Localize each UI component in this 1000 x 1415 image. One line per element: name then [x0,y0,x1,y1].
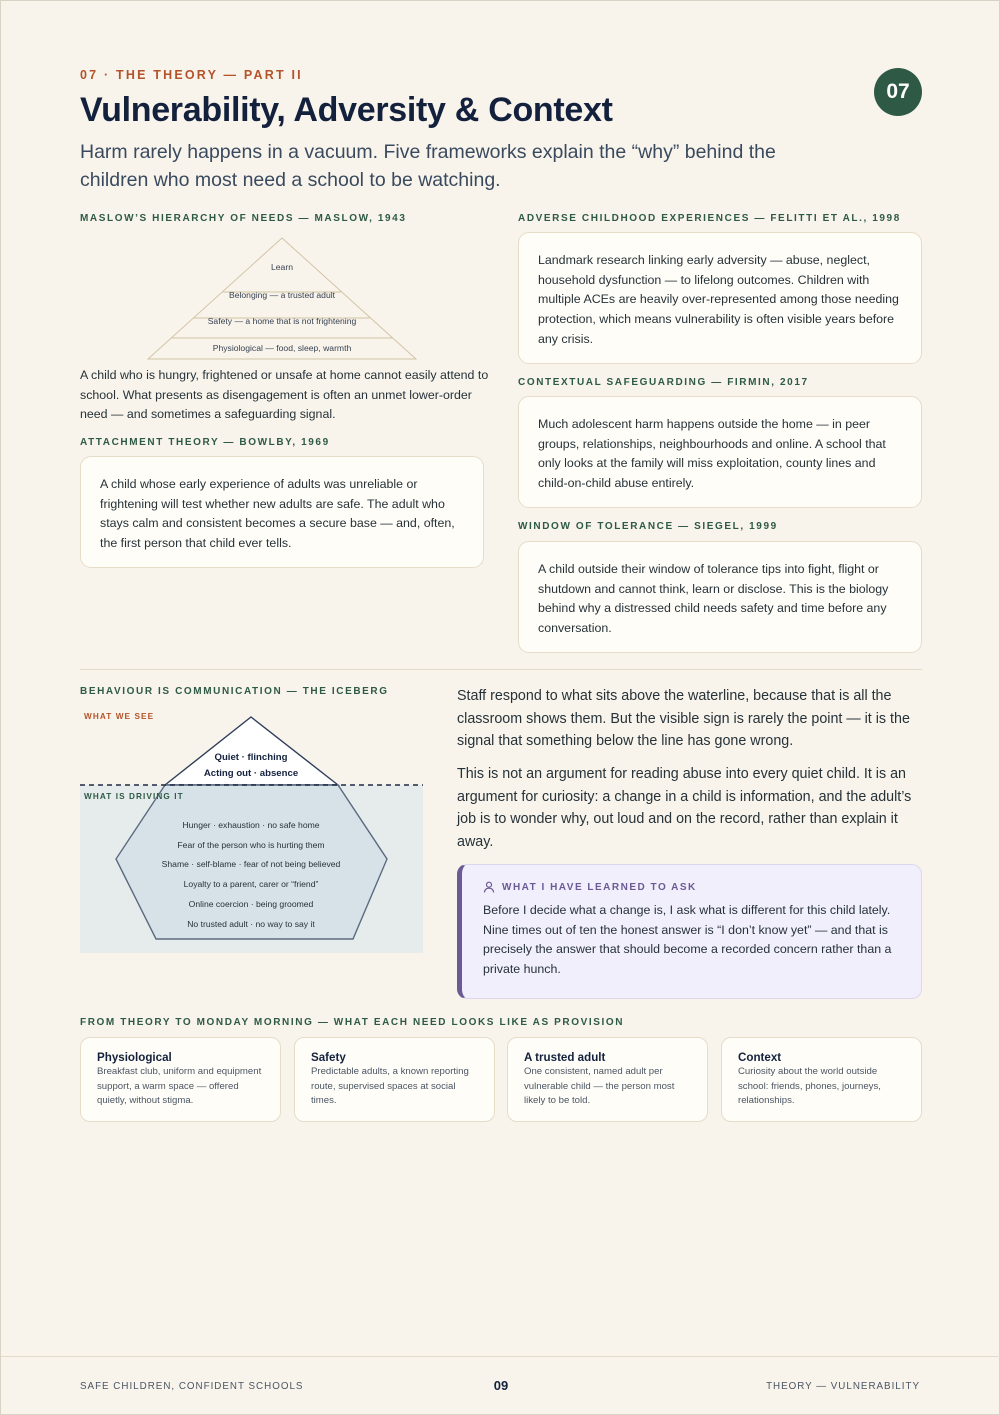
iceberg-driver: Shame · self-blame · fear of not being believed [161,859,341,869]
tolerance-card [518,541,922,653]
maslow-level-learn: Learn [271,262,293,272]
iceberg-driver: Online coercion · being groomed [188,899,314,909]
attachment-card [80,456,484,568]
aces-card [518,232,922,364]
tolerance-text: A child outside their window of tolerance tips into fight, flight or shutdown and cannot think, learn or disclose. This is the biology behind why a distressed child needs safety and time before any conversation. [538,562,889,636]
prose-paragraph-2: This is not an argument for reading abuse into every quiet child. It is an argument for curiosity: a change in a child is information, and the adult’s job is to wonder why, out loud and on the record, rather than explain it away. [457,766,912,851]
provision-card-safety [294,1037,495,1122]
iceberg-driver: No trusted adult · no way to say it [187,919,315,929]
page-title: Vulnerability, Adversity & Context [80,91,613,129]
maslow-level-belonging: Belonging — a trusted adult [228,290,336,300]
iceberg-driver: Loyalty to a parent, carer or “friend” [183,879,319,889]
callout-heading-text: WHAT I HAVE LEARNED TO ASK [502,881,697,893]
prose-paragraph-1: Staff respond to what sits above the waterline, because that is all the classroom shows them. But the visible sign is rarely the point — it is the signal that something below the line has gone wrong. [457,688,910,750]
attachment-label: ATTACHMENT THEORY — BOWLBY, 1969 [80,437,330,448]
contextual-label: CONTEXTUAL SAFEGUARDING — FIRMIN, 2017 [518,377,809,388]
section-eyebrow: 07 · THE THEORY — PART II [80,68,303,82]
provision-card-text: One consistent, named adult per vulnerable child — the person most likely to be told. [524,1066,675,1107]
contextual-text: Much adolescent harm happens outside the home — in peer groups, relationships, neighbourhoods and online. A school that only looks at the family will miss exploitation, county lines and child-on-child abuse entirely. [538,417,886,491]
aces-text: Landmark research linking early adversity — abuse, neglect, household dysfunction — to lifelong outcomes. Children with multiple ACEs are heavily over-represented among those needing protection, which means vulnerability is often visible years before any crisis. [538,253,899,346]
callout-heading [483,881,901,893]
contextual-card [518,396,922,508]
provision-card-context [721,1037,922,1122]
iceberg-tip-1: Quiet · flinching [214,752,288,763]
provision-label: FROM THEORY TO MONDAY MORNING — WHAT EACH NEED LOOKS LIKE AS PROVISION [80,1017,625,1028]
provision-card-title: Safety [311,1051,346,1064]
iceberg-driver: Hunger · exhaustion · no safe home [182,820,320,830]
maslow-pyramid [147,237,417,361]
maslow-label: MASLOW’S HIERARCHY OF NEEDS — MASLOW, 1943 [80,213,407,224]
footer-divider [1,1356,1000,1357]
provision-card-trusted-adult [507,1037,708,1122]
callout-text: Before I decide what a change is, I ask what is different for this child lately. Nine times out of ten the honest answer is “I don’t know yet” — and that is precisely the answer that should become a recorded concern rather than a private hunch. [483,903,892,977]
provision-card-physiological [80,1037,281,1122]
provision-card-text: Predictable adults, a known reporting route, supervised spaces at social times. [311,1066,469,1107]
iceberg-label: BEHAVIOUR IS COMMUNICATION — THE ICEBERG [80,686,389,697]
maslow-level-physiological: Physiological — food, sleep, warmth [212,343,352,353]
provision-card-title: Context [738,1051,782,1064]
iceberg-tip-2: Acting out · absence [203,768,299,779]
person-icon [483,881,495,893]
iceberg-driver: Fear of the person who is hurting them [177,840,325,850]
provision-card-title: Physiological [97,1051,172,1064]
maslow-text: A child who is hungry, frightened or unsafe at home cannot easily attend to school. What presents as disengagement is often an unmet lower-order need — and sometimes a safeguarding signal. [80,368,489,422]
maslow-level-safety: Safety — a home that is not frightening [207,316,357,326]
tolerance-label: WINDOW OF TOLERANCE — SIEGEL, 1999 [518,521,778,532]
aces-label: ADVERSE CHILDHOOD EXPERIENCES — FELITTI ET AL., 1998 [518,213,901,224]
section-divider [80,669,922,670]
reflection-callout [457,864,922,999]
page-lede: Harm rarely happens in a vacuum. Five frameworks explain the “why” behind the children who most need a school to be watching. [80,141,776,191]
iceberg-above-label: WHAT WE SEE [84,712,155,721]
footer-section-name: THEORY — VULNERABILITY [766,1381,920,1392]
iceberg-diagram [80,707,424,955]
iceberg-below-label: WHAT IS DRIVING IT [84,792,184,801]
provision-card-text: Breakfast club, uniform and equipment support, a warm space — offered quietly, without stigma. [97,1066,262,1107]
footer-publication-title: SAFE CHILDREN, CONFIDENT SCHOOLS [80,1381,304,1392]
provision-card-title: A trusted adult [524,1051,606,1064]
attachment-text: A child whose early experience of adults was unreliable or frightening will test whether new adults are safe. The adult who stays calm and consistent becomes a secure base — and, often, the first person that child ever tells. [100,477,455,551]
chapter-badge: 07 [874,68,922,116]
provision-card-text: Curiosity about the world outside school: friends, phones, journeys, relationships. [738,1066,881,1107]
footer-page-number: 09 [493,1378,509,1393]
